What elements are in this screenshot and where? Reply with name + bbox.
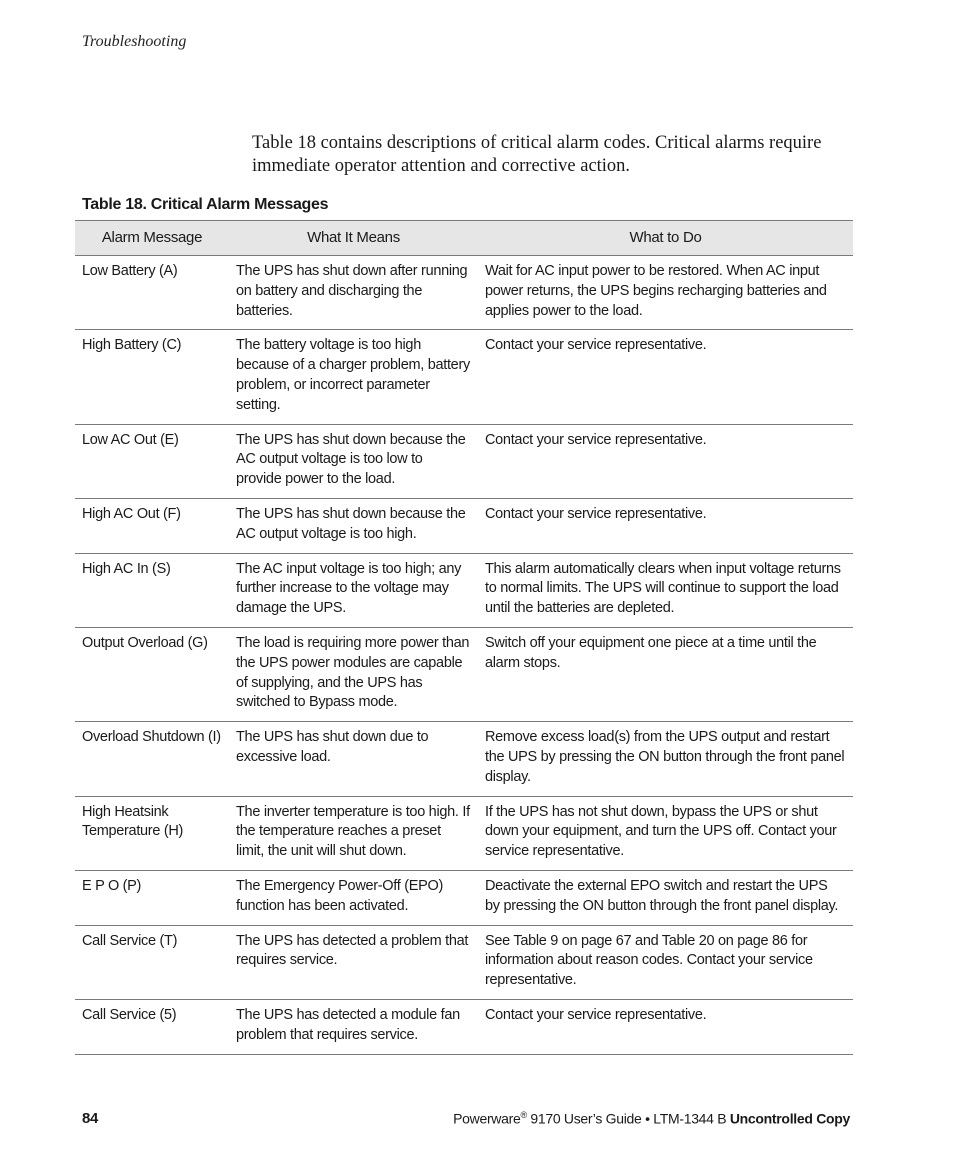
cell-what-to-do: See Table 9 on page 67 and Table 20 on page 86 for information about reason codes. Contact your service representative. — [478, 925, 853, 999]
cell-what-to-do: Wait for AC input power to be restored. When AC input power returns, the UPS begins recharging batteries and applies power to the load. — [478, 256, 853, 330]
cell-alarm-message: Low Battery (A) — [75, 256, 229, 330]
table-row — [75, 722, 853, 796]
table-row — [75, 330, 853, 424]
cell-what-it-means: The Emergency Power-Off (EPO) function has been activated. — [229, 870, 478, 925]
cell-what-to-do: Contact your service representative. — [478, 498, 853, 553]
column-header-alarm-message: Alarm Message — [75, 221, 229, 256]
table-row — [75, 796, 853, 870]
table-row — [75, 256, 853, 330]
cell-what-to-do: Contact your service representative. — [478, 424, 853, 498]
cell-what-it-means: The UPS has shut down due to excessive load. — [229, 722, 478, 796]
table-row — [75, 553, 853, 627]
cell-what-to-do: Remove excess load(s) from the UPS output and restart the UPS by pressing the ON button through the front panel display. — [478, 722, 853, 796]
footer-brand: Powerware — [453, 1110, 521, 1127]
cell-alarm-message: High Battery (C) — [75, 330, 229, 424]
cell-what-to-do: Contact your service representative. — [478, 330, 853, 424]
registered-mark: ® — [520, 1110, 527, 1120]
table-row — [75, 627, 853, 721]
table-row — [75, 424, 853, 498]
footer-guide: 9170 User’s Guide • LTM-1344 B — [526, 1110, 730, 1127]
cell-what-to-do: Deactivate the external EPO switch and restart the UPS by pressing the ON button through the front panel display. — [478, 870, 853, 925]
cell-alarm-message: Call Service (5) — [75, 999, 229, 1054]
table-row — [75, 999, 853, 1054]
cell-what-it-means: The UPS has shut down after running on battery and discharging the batteries. — [229, 256, 478, 330]
cell-alarm-message: Call Service (T) — [75, 925, 229, 999]
cell-what-it-means: The load is requiring more power than the UPS power modules are capable of supplying, and the UPS has switched to Bypass mode. — [229, 627, 478, 721]
cell-alarm-message: High AC In (S) — [75, 553, 229, 627]
table-row — [75, 498, 853, 553]
cell-what-it-means: The UPS has shut down because the AC output voltage is too low to provide power to the load. — [229, 424, 478, 498]
cell-what-to-do: This alarm automatically clears when input voltage returns to normal limits. The UPS will continue to support the load until the batteries are depleted. — [478, 553, 853, 627]
table-body — [75, 256, 853, 1055]
intro-paragraph: Table 18 contains descriptions of critical alarm codes. Critical alarms require immediate operator attention and corrective action. — [252, 133, 822, 176]
cell-what-to-do: Contact your service representative. — [478, 999, 853, 1054]
cell-what-it-means: The UPS has detected a problem that requires service. — [229, 925, 478, 999]
cell-alarm-message: High Heatsink Temperature (H) — [75, 796, 229, 870]
table-row — [75, 870, 853, 925]
column-header-what-to-do: What to Do — [478, 221, 853, 256]
cell-what-it-means: The battery voltage is too high because of a charger problem, battery problem, or incorrect parameter setting. — [229, 330, 478, 424]
cell-alarm-message: Low AC Out (E) — [75, 424, 229, 498]
table-caption: Table 18. Critical Alarm Messages — [82, 196, 329, 213]
cell-alarm-message: E P O (P) — [75, 870, 229, 925]
cell-what-it-means: The UPS has detected a module fan problem that requires service. — [229, 999, 478, 1054]
cell-alarm-message: Output Overload (G) — [75, 627, 229, 721]
cell-what-it-means: The UPS has shut down because the AC output voltage is too high. — [229, 498, 478, 553]
footer-status: Uncontrolled Copy — [729, 1110, 850, 1127]
table-row — [75, 925, 853, 999]
cell-alarm-message: Overload Shutdown (I) — [75, 722, 229, 796]
page-number: 84 — [82, 1110, 99, 1127]
cell-what-to-do: If the UPS has not shut down, bypass the UPS or shut down your equipment, and turn the UPS off. Contact your service representative. — [478, 796, 853, 870]
cell-alarm-message: High AC Out (F) — [75, 498, 229, 553]
cell-what-to-do: Switch off your equipment one piece at a time until the alarm stops. — [478, 627, 853, 721]
footer-document-info — [453, 1110, 850, 1127]
critical-alarm-table — [75, 220, 853, 1055]
cell-what-it-means: The inverter temperature is too high. If the temperature reaches a preset limit, the unit will shut down. — [229, 796, 478, 870]
running-head: Troubleshooting — [82, 33, 187, 50]
table-header-row — [75, 221, 853, 256]
column-header-what-it-means: What It Means — [229, 221, 478, 256]
cell-what-it-means: The AC input voltage is too high; any further increase to the voltage may damage the UPS. — [229, 553, 478, 627]
